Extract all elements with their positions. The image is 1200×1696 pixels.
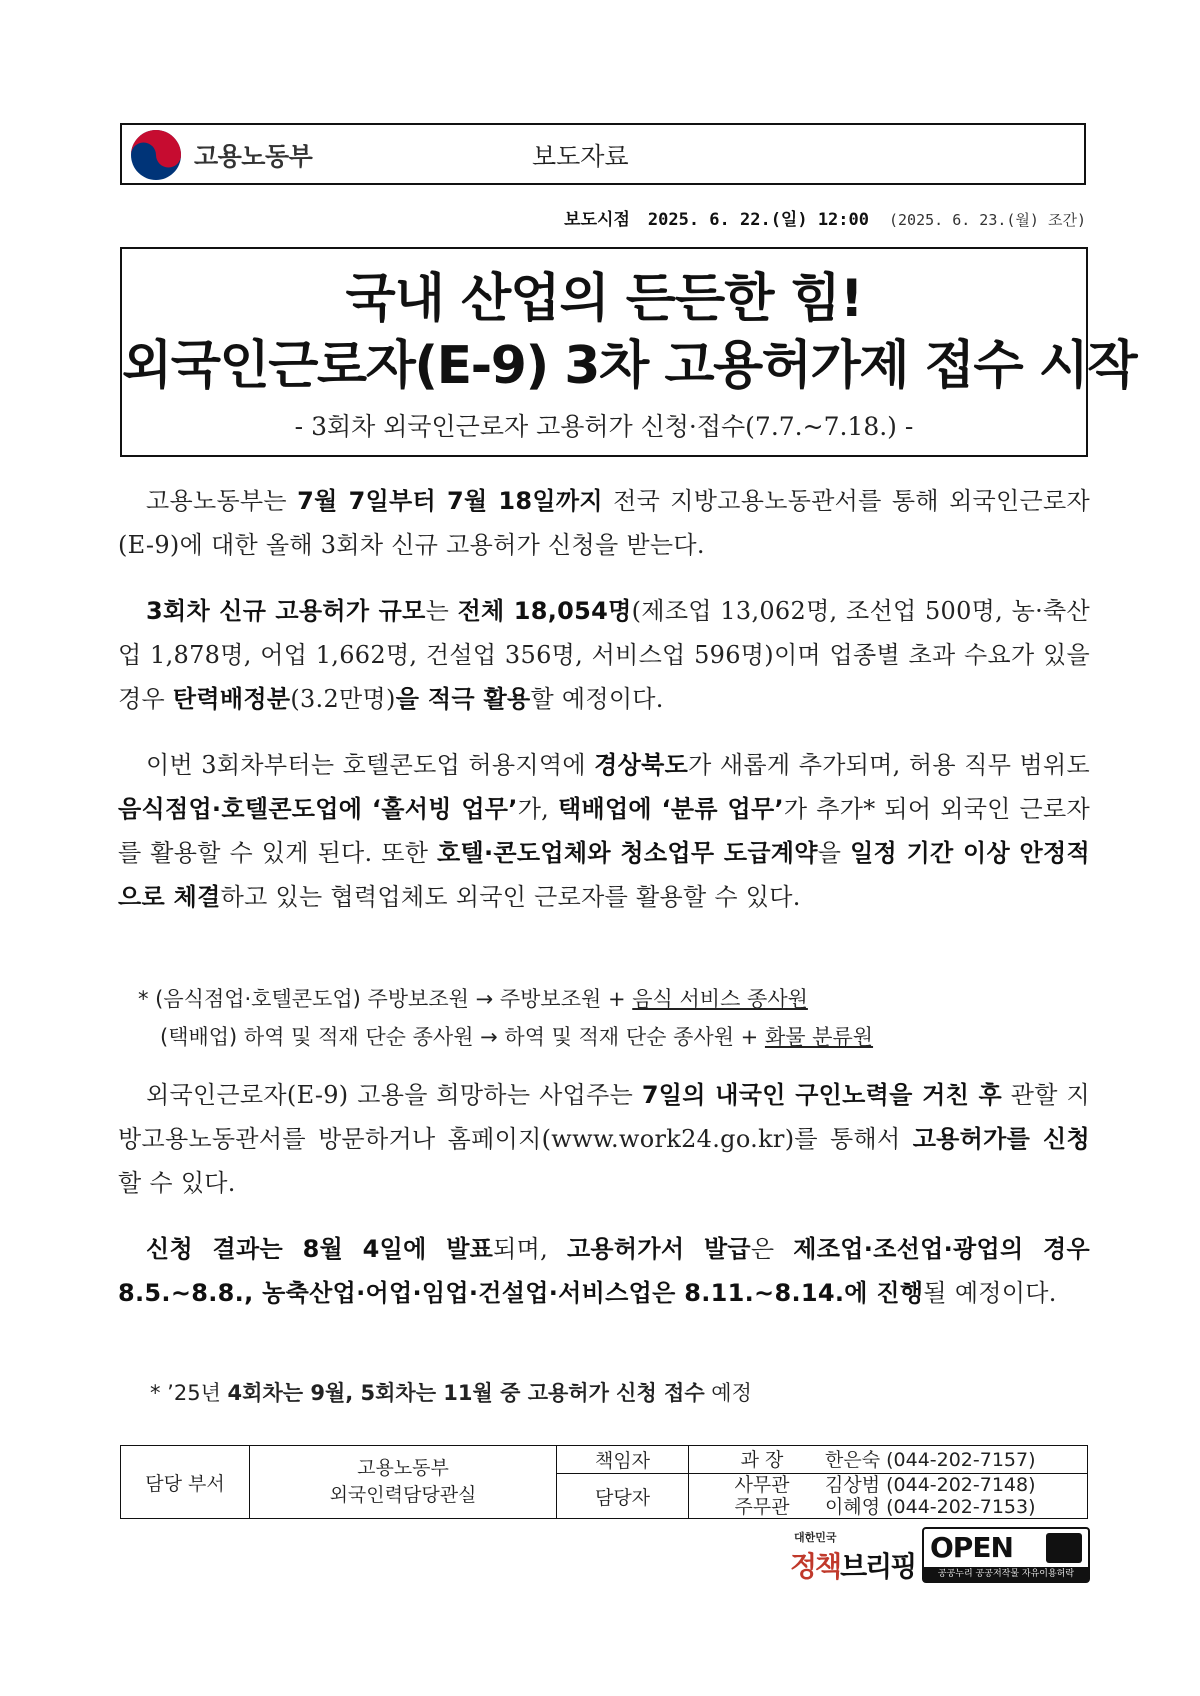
p4-text-c: 관할 지방고용노동관서를 방문하거나 홈페이지(www.work24.go.kr)를 통해서 [118, 1081, 1090, 1153]
release-datetime: 2025. 6. 22.(일) 12:00 [647, 210, 869, 230]
paragraph-2 [118, 589, 1090, 721]
briefing-word-2: 브리핑 [840, 1550, 916, 1583]
p4-text-e: 할 수 있다. [118, 1169, 236, 1197]
footer-logos [790, 1527, 1090, 1587]
briefing-small-text: 대한민국 [794, 1531, 837, 1544]
dept-line-2: 외국인력담당관실 [329, 1484, 477, 1506]
ministry-name: 고용노동부 [194, 142, 313, 171]
contact-table [120, 1445, 1088, 1519]
person-row [719, 1449, 1087, 1471]
p5-text-d: 은 [750, 1235, 794, 1263]
p5-bold-a: 신청 결과는 8월 4일에 발표 [146, 1235, 494, 1263]
person-row [719, 1474, 1087, 1496]
p3-text-a: 이번 3회차부터는 호텔콘도업 허용지역에 [146, 751, 595, 779]
person-title: 주무관 [734, 1496, 790, 1518]
dept-name-cell [250, 1446, 557, 1519]
dept-line-1: 고용노동부 [357, 1457, 449, 1479]
taeguk-emblem-icon [130, 129, 182, 181]
open-word: OPEN [930, 1531, 1013, 1564]
note2-text: (택배업) 하역 및 적재 단순 종사원 → 하역 및 적재 단순 종사원 + [160, 1025, 765, 1049]
p5-bold-e: 제조업·조선업·광업의 경우 8.5.~8.8., 농축산업·어업·임업·건설업·서비스업은 8.11.~8.14.에 진행 [118, 1235, 1090, 1307]
person-row [719, 1496, 1087, 1518]
p3-bold-b: 경상북도 [594, 751, 689, 779]
release-time [120, 205, 1086, 230]
p5-bold-c: 고용허가서 발급 [566, 1235, 751, 1263]
license-badge-icon [1046, 1533, 1082, 1563]
footnote-3 [150, 1377, 752, 1407]
headline-line-1: 국내 산업의 든든한 힘! [345, 269, 863, 329]
p3-text-e: 가, [517, 795, 558, 823]
footnote-2 [160, 1021, 873, 1051]
person-contact: 김상범 (044-202-7148) [825, 1474, 1036, 1496]
person-head-cell [689, 1446, 1088, 1474]
policy-briefing-logo [790, 1527, 915, 1585]
p4-text-a: 외국인근로자(E-9) 고용을 희망하는 사업주는 [146, 1081, 642, 1109]
footnote-1 [138, 983, 808, 1013]
p2-text-f: (3.2만명) [290, 685, 396, 713]
person-staff-cell [689, 1474, 1088, 1519]
headline-line-2: 외국인근로자(E-9) 3차 고용허가제 접수 시작 [122, 336, 1137, 396]
p2-bold-e: 탄력배정분 [172, 685, 291, 713]
p2-bold-total: 전체 18,054명 [457, 597, 632, 625]
paragraph-5 [118, 1227, 1090, 1315]
p4-bold-b: 7일의 내국인 구인노력을 거친 후 [641, 1081, 1003, 1109]
p4-bold-d: 고용허가를 신청 [912, 1125, 1090, 1153]
p3-bold-j: 일정 기간 이상 안정적으로 체결 [118, 839, 1091, 911]
p1-bold-dates: 7월 7일부터 7월 18일까지 [297, 487, 603, 515]
paragraph-1 [118, 479, 1090, 567]
p3-text-g: 가 추가* 되어 외국인 근로자를 활용할 수 있게 된다. 또한 [118, 795, 1090, 867]
p2-bold-a: 3회차 신규 고용허가 규모 [146, 597, 426, 625]
p1-text-c: 전국 지방고용노동관서를 통해 외국인근로자(E-9)에 대한 올해 3회차 신규 고용허가 신청을 받는다. [118, 487, 1090, 559]
briefing-big-text [790, 1545, 915, 1585]
ministry-logo [130, 129, 350, 181]
open-tag: 공공누리 공공저작물 자유이용허락 [924, 1567, 1088, 1581]
note2-underlined: 화물 분류원 [764, 1025, 874, 1049]
p3-text-c: 가 새롭게 추가되며, 허용 직무 범위도 [688, 751, 1090, 779]
dept-label-cell: 담당 부서 [121, 1446, 250, 1519]
p3-bold-h: 호텔·콘도업체와 청소업무 도급계약 [437, 839, 818, 867]
paragraph-4 [118, 1073, 1090, 1205]
role-staff-cell: 담당자 [557, 1474, 689, 1519]
p1-text-a: 고용노동부는 [146, 487, 298, 515]
person-contact: 이혜영 (044-202-7153) [825, 1496, 1036, 1518]
note3-bold: 4회차는 9월, 5회차는 11월 중 고용허가 신청 접수 [227, 1381, 705, 1405]
header-box [120, 123, 1086, 185]
subtitle: - 3회차 외국인근로자 고용허가 신청·접수(7.7.~7.18.) - [294, 412, 914, 441]
note1-text: * (음식점업·호텔콘도업) 주방보조원 → 주방보조원 + [138, 987, 633, 1011]
role-head-cell: 책임자 [557, 1446, 689, 1474]
note3-text-c: 예정 [704, 1381, 752, 1405]
person-contact: 한은숙 (044-202-7157) [825, 1448, 1036, 1471]
p2-text-b: 는 [425, 597, 458, 625]
p3-bold-f: 택배업에 ‘분류 업무’ [557, 795, 784, 823]
release-paper-date: (2025. 6. 23.(월) 조간) [889, 211, 1086, 229]
briefing-word-1: 정책 [790, 1550, 841, 1583]
open-license-logo [922, 1527, 1090, 1583]
document-type: 보도자료 [532, 142, 629, 171]
p3-text-i: 을 [817, 839, 851, 867]
paragraph-3 [118, 743, 1090, 919]
note1-underlined: 음식 서비스 종사원 [632, 987, 808, 1011]
p2-bold-g: 을 적극 활용 [395, 685, 531, 713]
person-title: 과 장 [740, 1448, 784, 1471]
p2-text-h: 할 예정이다. [530, 685, 664, 713]
p2-text-d: (제조업 13,062명, 조선업 500명, 농·축산업 1,878명, 어업 1,662명, 건설업 356명, 서비스업 596명)이며 업종별 초과 수요가 있을 경우 [118, 597, 1090, 713]
note3-text-a: * ’25년 [150, 1381, 228, 1405]
p3-bold-d: 음식점업·호텔콘도업에 ‘홀서빙 업무’ [118, 795, 518, 823]
release-label: 보도시점 [564, 210, 630, 230]
person-title: 사무관 [734, 1474, 790, 1496]
p5-text-b: 되며, [493, 1235, 567, 1263]
p3-text-k: 하고 있는 협력업체도 외국인 근로자를 활용할 수 있다. [220, 883, 801, 911]
p5-text-f: 될 예정이다. [923, 1279, 1057, 1307]
title-box [120, 247, 1137, 457]
